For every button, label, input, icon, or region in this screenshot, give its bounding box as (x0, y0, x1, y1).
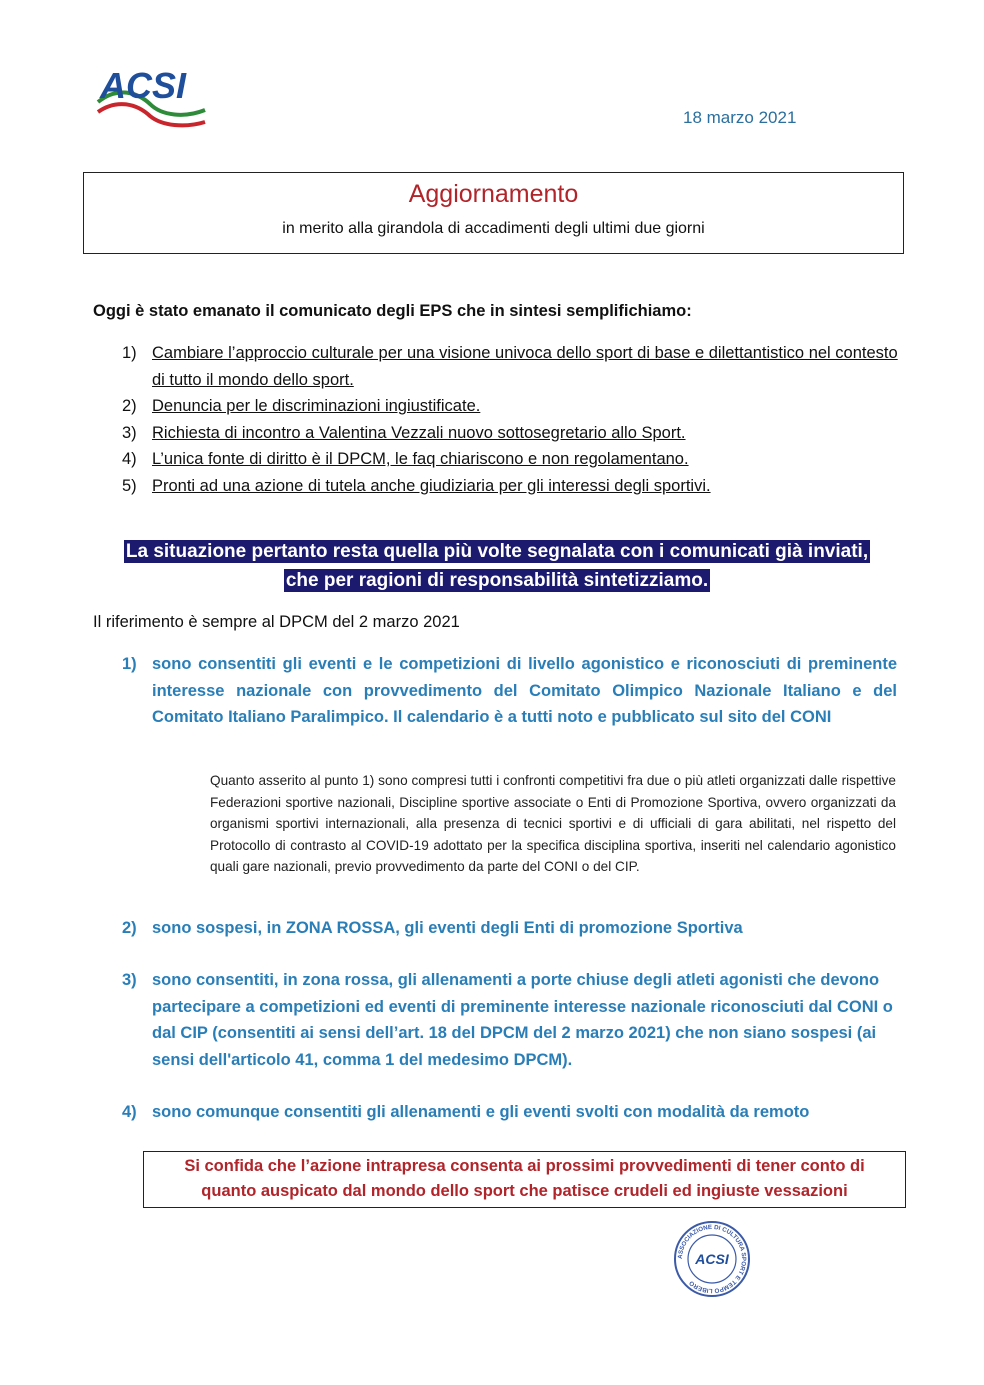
document-subtitle: in merito alla girandola di accadimenti degli ultimi due giorni (282, 220, 705, 237)
rule-note: Quanto asserito al punto 1) sono compresi tutti i confronti competitivi fra due o più atleti organizzati dalle rispettive Federazioni sportive nazionali, Discipline sportive associate o Enti di Promozione Sportiva, ovvero organizzati da organismi sportivi internazionali, alla presenza di tecnici sportivi e di ufficiali di gara abilitati, nel rispetto del Protocollo di contrasto al COVID-19 adottato per la specifica disciplina sportiva, inseriti nel calendario agonistico quali gare nazionali, previo provvedimento da parte del CONI o del CIP. (210, 773, 896, 875)
highlight-line-2: che per ragioni di responsabilità sintetizziamo. (285, 570, 709, 591)
rule-item: 1) sono consentiti gli eventi e le competizioni di livello agonistico e riconosciuti di preminente interesse nazionale con provvedimento del Comitato Olimpico Nazionale Italiano e del Comitato Italiano Paralimpico. Il calendario è a tutti noto e pubblicato sul sito del CONI (122, 655, 897, 726)
list-item: 2) Denuncia per le discriminazioni ingiustificate. (122, 397, 481, 415)
list-item: 5) Pronti ad una azione di tutela anche giudiziaria per gli interessi degli sportivi. (122, 476, 711, 495)
intro-text: Oggi è stato emanato il comunicato degli EPS che in sintesi semplifichiamo: (93, 302, 692, 320)
closing-line-1: Si confida che l’azione intrapresa consenta ai prossimi provvedimenti di tener conto di (184, 1157, 865, 1175)
closing-box (143, 1151, 906, 1208)
rule-item: 4) sono comunque consentiti gli allenamenti e gli eventi svolti con modalità da remoto (122, 1103, 810, 1121)
svg-text:ASSOCIAZIONE DI CULTURA SPORT: ASSOCIAZIONE DI CULTURA SPORT E TEMPO LIBERO (676, 1223, 748, 1295)
summary-list (122, 340, 902, 499)
title-box (83, 172, 904, 254)
rule-item: 3) sono consentiti, in zona rossa, gli allenamenti a porte chiuse degli atleti agonisti che devono partecipare a competizioni ed eventi di preminente interesse nazionale riconosciuti dal CONI o dal CIP (consentiti ai sensi dell’art. 18 del DPCM del 2 marzo 2021) che non siano sospesi (ai sensi dell'articolo 41, comma 1 del medesimo DPCM). (122, 971, 893, 1069)
acsi-stamp (672, 1219, 752, 1299)
document-date: 18 marzo 2021 (683, 108, 797, 127)
reference-text: Il riferimento è sempre al DPCM del 2 marzo 2021 (93, 613, 460, 631)
svg-text:ACSI: ACSI (695, 1251, 729, 1267)
document-title: Aggiornamento (408, 180, 579, 208)
list-item: 1) Cambiare l’approccio culturale per una visione univoca dello sport di base e dilettantistico nel contesto di tutto il mondo dello sport. (122, 344, 898, 389)
highlight-banner (97, 537, 897, 595)
rule-item: 2) sono sospesi, in ZONA ROSSA, gli eventi degli Enti di promozione Sportiva (122, 919, 743, 937)
svg-text:ACSI: ACSI (100, 65, 187, 106)
closing-line-2: quanto auspicato dal mondo dello sport che patisce crudeli ed ingiuste vessazioni (201, 1182, 848, 1200)
highlight-line-1: La situazione pertanto resta quella più volte segnalata con i comunicati già inviati, (125, 541, 869, 562)
acsi-logo (90, 60, 215, 130)
list-item: 4) L’unica fonte di diritto è il DPCM, le faq chiariscono e non regolamentano. (122, 450, 689, 468)
list-item: 3) Richiesta di incontro a Valentina Vezzali nuovo sottosegretario allo Sport. (122, 423, 686, 442)
